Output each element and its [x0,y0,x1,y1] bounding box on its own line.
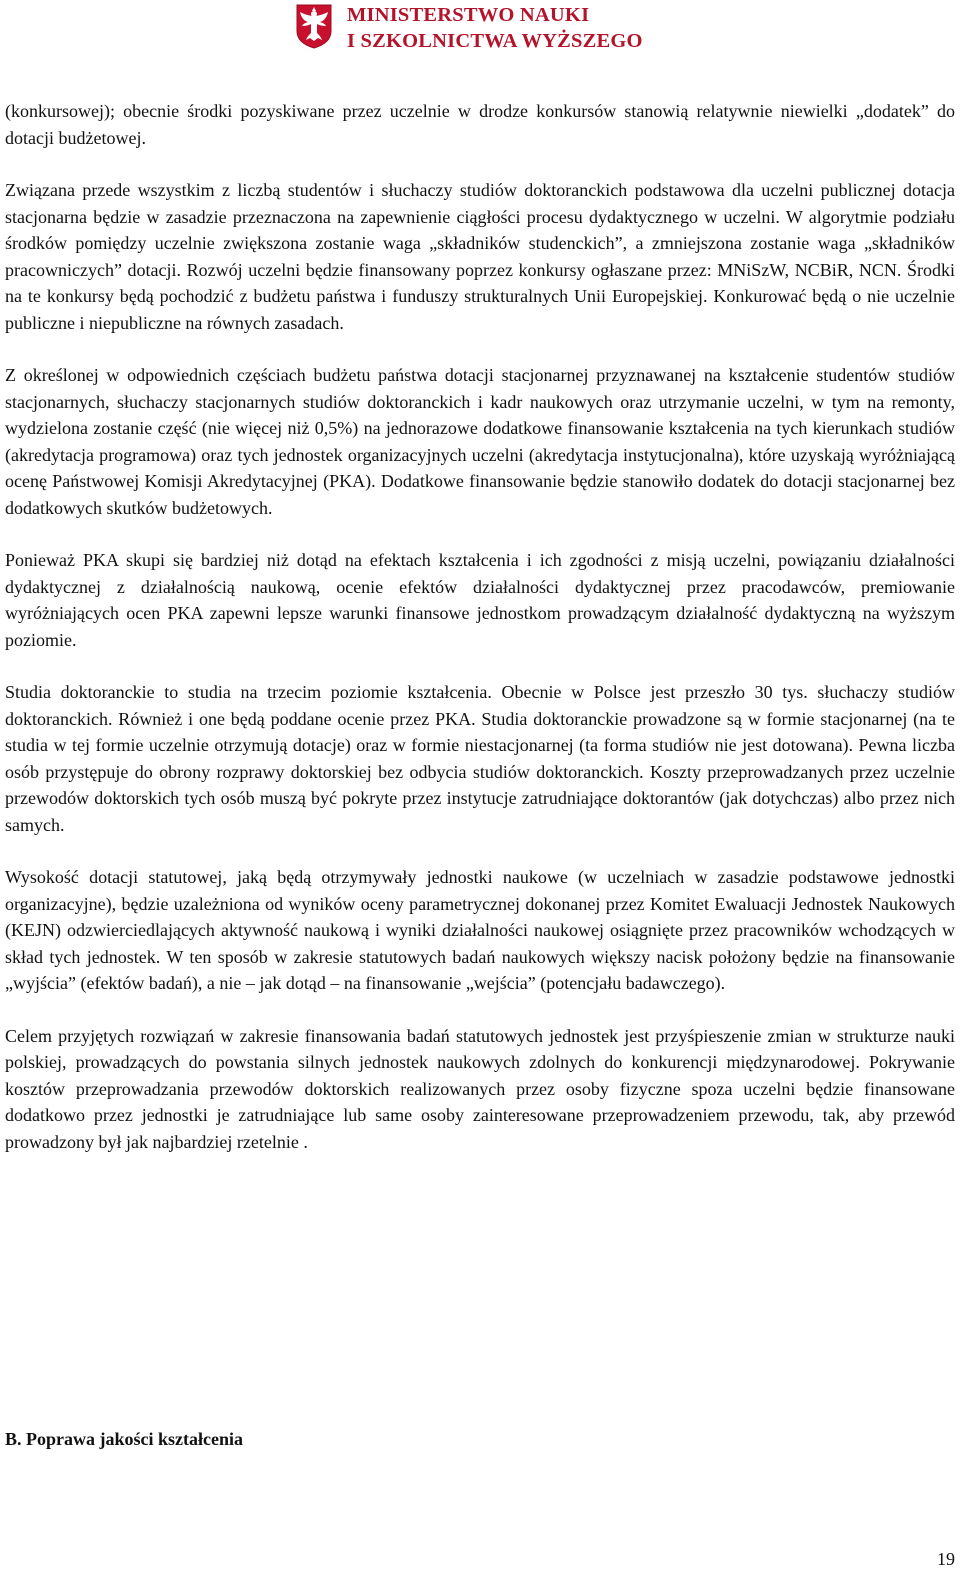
page-number: 19 [937,1549,955,1569]
section-heading: B. Poprawa jakości kształcenia [5,1429,243,1449]
paragraph-1: (konkursowej); obecnie środki pozyskiwane przez uczelnie w drodze konkursów stanowią relatywnie niewielki „dodatek” do dotacji budżetowej. [5,101,955,148]
page-header [0,0,960,56]
ministry-name-line2: I SZKOLNICTWA WYŻSZEGO [347,30,643,52]
paragraph-4: Ponieważ PKA skupi się bardziej niż dotąd na efektach kształcenia i ich zgodności z misją uczelni, powiązaniu działalności dydaktycznej z działalnością naukową, ocenie efektów działalności dydaktycznej przez pracodawców, premiowanie wyróżniających ocen PKA zapewni lepsze warunki finansowe jednostkom prowadzącym działalność dydaktyczną na wyższym poziomie. [5,550,955,650]
document-body [5,98,955,1181]
paragraph-6: Wysokość dotacji statutowej, jaką będą otrzymywały jednostki naukowe (w uczelniach w zasadzie podstawowe jednostki organizacyjne), będzie uzależniona od wyników oceny parametrycznej dokonanej przez Komitet Ewaluacji Jednostek Naukowych (KEJN) odzwierciedlających aktywność naukową i wyniki działalności naukowej osiągnięte przez pracowników wchodzących w skład tych jednostek. W ten sposób w zakresie statutowych badań naukowych większy nacisk położony będzie na finansowanie „wyjścia” (efektów badań), a nie – jak dotąd – na finansowanie „wejścia” (potencjału badawczego). [5,867,955,993]
paragraph-3: Z określonej w odpowiednich częściach budżetu państwa dotacji stacjonarnej przyznawanej na kształcenie studentów studiów stacjonarnych, słuchaczy stacjonarnych studiów doktoranckich i kadr naukowych oraz utrzymanie uczelni, w tym na remonty, wydzielona zostanie część (nie więcej niż 0,5%) na jednorazowe dodatkowe finansowanie kształcenia na tych kierunkach studiów (akredytacja programowa) oraz tych jednostek organizacyjnych uczelni (akredytacja instytucjonalna), które uzyskają wyróżniającą ocenę Państwowej Komisji Akredytacyjnej (PKA). Dodatkowe finansowanie będzie stanowiło dodatek do dotacji stacjonarnej bez dodatkowych skutków budżetowych. [5,365,955,518]
paragraph-7: Celem przyjętych rozwiązań w zakresie finansowania badań statutowych jednostek jest przyśpieszenie zmian w strukturze nauki polskiej, prowadzących do powstania silnych jednostek naukowych zdolnych do konkurencji międzynarodowej. Pokrywanie kosztów przeprowadzania przewodów doktorskich realizowanych przez osoby fizyczne spoza uczelni będzie finansowane dodatkowo przez jednostki je zatrudniające lub same osoby zainteresowane przeprowadzeniem przewodu, tak, aby przewód prowadzony był jak najbardziej rzetelnie . [5,1025,955,1152]
polish-eagle-emblem-icon [295,3,333,49]
ministry-name-line1: MINISTERSTWO NAUKI [347,4,590,26]
ministry-name [347,2,643,54]
paragraph-5: Studia doktoranckie to studia na trzecim poziomie kształcenia. Obecnie w Polsce jest przeszło 30 tys. słuchaczy studiów doktoranckich. Również i one będą poddane ocenie przez PKA. Studia doktoranckie prowadzone są w formie stacjonarnej (na te studia w tej formie uczelnie otrzymują dotacje) oraz w formie niestacjonarnej (ta forma studiów nie jest dotowana). Pewna liczba osób przystępuje do obrony rozprawy doktorskiej bez odbycia studiów doktoranckich. Koszty przeprowadzanych przez uczelnie przewodów doktorskich tych osób muszą być pokryte przez instytucje zatrudniające doktorantów (jak dotychczas) albo przez nich samych. [5,682,955,835]
paragraph-2: Związana przede wszystkim z liczbą studentów i słuchaczy studiów doktoranckich podstawowa dla uczelni publicznej dotacja stacjonarna będzie w zasadzie przeznaczona na zapewnienie ciągłości procesu dydaktycznego w uczelni. W algorytmie podziału środków pomiędzy uczelnie zwiększona zostanie waga „składników studenckich”, a zmniejszona zostanie waga „składników pracowniczych” dotacji. Rozwój uczelni będzie finansowany poprzez konkursy ogłaszane przez: MNiSzW, NCBiR, NCN. Środki na te konkursy będą pochodzić z budżetu państwa i funduszy strukturalnych Unii Europejskiej. Konkurować będą o nie uczelnie publiczne i niepubliczne na równych zasadach. [5,180,955,333]
